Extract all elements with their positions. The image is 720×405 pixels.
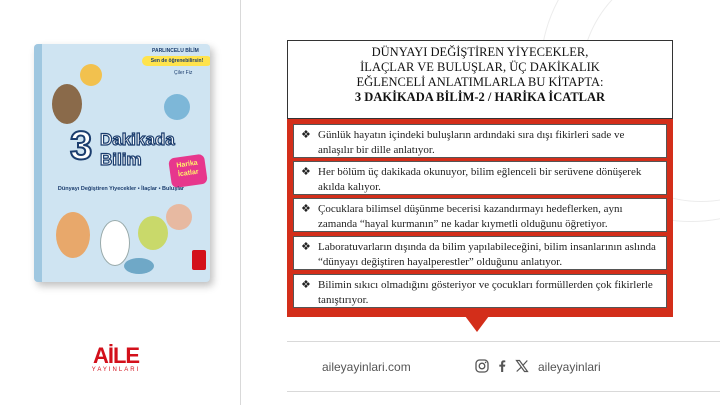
bullet-item (293, 161, 667, 195)
book-cover (34, 44, 210, 282)
bullet-text: Çocuklara bilimsel düşünme becerisi kazandırmayı hedeflerken, aynı zamanda “hayal kurmanın” ne kadar kıymetli olduğunu öğretiyor. (318, 203, 623, 230)
footer-divider-bottom (287, 391, 720, 392)
instagram-icon[interactable] (474, 358, 490, 374)
left-panel (0, 0, 241, 405)
bullet-item (293, 198, 667, 232)
bullet-item (293, 124, 667, 158)
header-line3: EĞLENCELİ ANLATIMLARLA BU KİTAPTA: (356, 75, 604, 89)
publisher-logo-mark: AİLE (92, 343, 140, 368)
publisher-logo (86, 345, 146, 373)
header-box (287, 40, 673, 119)
book-illustration (100, 220, 130, 266)
book-illustration (138, 216, 168, 250)
bullet-text: Bilimin sıkıcı olmadığını gösteriyor ve çocukları formüllerden çok fikirlerle tanıştırıyor. (318, 279, 653, 306)
bullet-item (293, 236, 667, 270)
bullet-text: Günlük hayatın içindeki buluşların ardındaki sıra dışı fikirleri sade ve anlaşılır bir dille anlatıyor. (318, 129, 625, 156)
footer-divider-top (287, 341, 720, 342)
book-series-label: PARLINCELU BİLİM (152, 48, 199, 54)
publisher-logo-sub: YAYINLARI (91, 367, 141, 373)
bullet-item (293, 274, 667, 308)
book-title-line1: Dakikada (100, 130, 175, 149)
book-illustration (52, 84, 82, 124)
callout-tail (465, 316, 489, 332)
book-illustration (80, 64, 102, 86)
header-line1: DÜNYAYI DEĞİŞTİREN YİYECEKLER, (371, 45, 589, 59)
book-author: Çiler Fiz (174, 70, 193, 76)
book-illustration (56, 212, 90, 258)
book-banner: Sen de öğrenebilirsin! (142, 56, 210, 66)
book-publisher-logo (192, 250, 206, 270)
diamond-bullet-icon: ❖ (301, 166, 311, 178)
book-illustration (166, 204, 192, 230)
book-illustration (164, 94, 190, 120)
diamond-bullet-icon: ❖ (301, 279, 311, 291)
book-subtitle: Dünyayı Değiştiren Yiyecekler • İlaçlar • Buluşlar (57, 186, 185, 192)
header-line4: 3 DAKİKADA BİLİM-2 / HARİKA İCATLAR (354, 90, 606, 104)
diamond-bullet-icon: ❖ (301, 203, 311, 215)
bullet-text: Laboratuvarların dışında da bilim yapılabileceğini, bilim insanlarının aslında “dünyayı değiştiren hayalperestler” olduğunu anlatıyor. (318, 241, 656, 268)
facebook-icon[interactable] (494, 358, 510, 374)
book-badge-line1: Harika (176, 159, 199, 170)
book-badge (168, 154, 208, 189)
book-badge-line2: İcatlar (177, 168, 200, 179)
bullet-text: Her bölüm üç dakikada okunuyor, bilim eğlenceli bir serüvene dönüşerek akılda kalıyor. (318, 166, 642, 193)
diamond-bullet-icon: ❖ (301, 129, 311, 141)
header-line2: İLAÇLAR VE BULUŞLAR, ÜÇ DAKİKALIK (360, 60, 600, 74)
social-handle[interactable]: aileyayinlari (538, 360, 601, 374)
book-number: 3 (70, 124, 93, 168)
website-link[interactable]: aileyayinlari.com (322, 360, 411, 374)
diamond-bullet-icon: ❖ (301, 241, 311, 253)
book-spine (34, 44, 42, 282)
book-title-line2: Bilim (100, 150, 142, 169)
x-icon[interactable] (514, 358, 530, 374)
book-illustration (124, 258, 154, 274)
